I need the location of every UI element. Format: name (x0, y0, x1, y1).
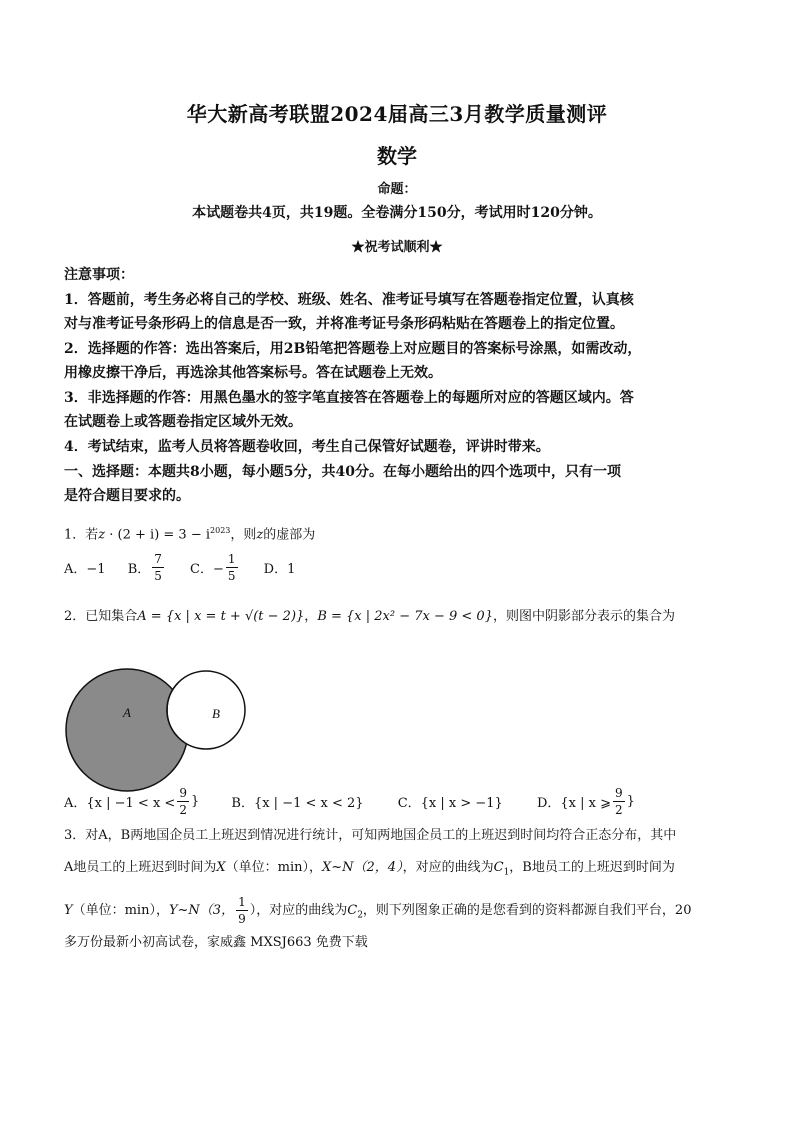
q2-option-b[interactable]: B．{x | −1 < x < 2} (231, 796, 364, 811)
q3-text: （单位：min）， (72, 903, 169, 918)
set-a-circle (66, 669, 188, 791)
q3-text: A地员工的上班迟到时间为 (64, 860, 217, 875)
fraction (152, 553, 164, 582)
fraction-denominator: 2 (614, 803, 623, 817)
question-3-line-4: 多万份最新小初高试卷，家威鑫 MXSJ663 免费下载 (64, 935, 368, 950)
question-1-number: 1．若 (64, 527, 99, 543)
set-b-definition: B = {x | 2x² − 7x − 9 < 0} (317, 609, 493, 624)
section-1-heading-line-2: 是符合题目要求的。 (64, 488, 190, 504)
notes-heading: 注意事项： (64, 267, 134, 283)
q2-option-a-text: A．{x | −1 < x < (64, 796, 176, 811)
question-1-choices (64, 553, 295, 582)
set-a-label: A (123, 705, 131, 720)
question-1-text: ，则 (230, 527, 257, 543)
question-1-stem (64, 521, 734, 545)
fraction (236, 896, 248, 925)
q2-option-d[interactable] (537, 787, 635, 816)
variable-x: X (216, 860, 226, 875)
fraction-denominator: 9 (238, 912, 246, 926)
fraction (226, 553, 238, 582)
question-3-line-2 (64, 858, 734, 883)
fraction-numerator: 9 (179, 786, 187, 800)
question-1-equation: · (2 + i) = 3 − i (105, 527, 211, 543)
note-1-line-2: 对与准考证号条形码上的信息是否一致，并将准考证号条形码粘贴在答题卷上的指定位置。 (64, 316, 624, 332)
q3-text: ，则下列图象正确的是您看到的资料都源自我们平台，20 (362, 903, 692, 918)
note-1-line-1: 1．答题前，考生务必将自己的学校、班级、姓名、准考证号填写在答题卷指定位置，认真核 (64, 292, 634, 308)
q1-option-b[interactable] (128, 553, 166, 582)
variable-z: z (256, 527, 264, 543)
fraction (613, 787, 625, 816)
question-2-stem (64, 607, 734, 627)
variable-y: Y (64, 903, 73, 918)
exam-info-line: 本试题卷共4页，共19题。全卷满分150分，考试用时120分钟。 (192, 205, 602, 221)
q1-option-d[interactable]: D．1 (263, 562, 296, 577)
question-3-line-3 (64, 896, 734, 930)
q3-text: ），对应的曲线为 (249, 903, 348, 918)
note-3-line-2: 在试题卷上或答题卷指定区域外无效。 (64, 414, 302, 430)
question-1-text-end: 的虚部为 (263, 527, 316, 543)
q2-option-d-text: D．{x | x ⩾ (536, 796, 611, 811)
set-b-label: B (212, 706, 220, 721)
good-luck-line: ★祝考试顺利★ (351, 240, 443, 255)
x-distribution: X~N（2，4） (322, 860, 403, 875)
question-3-line-1: 3．对A，B两地国企员工上班迟到情况进行统计，可知两地国企员工的上班迟到时间均符合正态分布，其中 (64, 828, 677, 843)
q3-text: ，对应的曲线为 (402, 860, 494, 875)
q1-option-a[interactable]: A．−1 (64, 562, 106, 577)
exam-title: 华大新高考联盟2024届高三3月教学质量测评 (186, 102, 608, 126)
question-2-text-end: ，则图中阴影部分表示的集合为 (492, 609, 675, 624)
y-distribution: Y~N（3， (168, 903, 235, 918)
curve-c2: C (347, 903, 358, 918)
q2-option-d-close: } (626, 794, 635, 809)
fraction-denominator: 5 (154, 569, 162, 583)
q3-text: （单位：min）， (225, 860, 323, 875)
curve-c1: C (493, 860, 504, 875)
fraction-numerator: 7 (154, 552, 162, 566)
fraction (177, 787, 189, 816)
q2-option-a[interactable] (64, 787, 199, 816)
author-line: 命题： (377, 182, 417, 197)
q2-option-a-close: } (190, 794, 200, 809)
set-b-circle (167, 671, 245, 749)
fraction-denominator: 5 (227, 569, 236, 583)
q1-option-c[interactable] (190, 553, 239, 582)
venn-diagram (60, 668, 250, 793)
q2-option-c[interactable]: C．{x | x > −1} (397, 796, 503, 811)
fraction-numerator: 1 (227, 552, 236, 566)
note-4-line: 4．考试结束，监考人员将答题卷收回，考生自己保管好试题卷，评讲时带来。 (64, 439, 550, 455)
separator: ， (304, 609, 318, 624)
subscript: 1 (503, 867, 510, 878)
q1-option-b-label: B． (127, 562, 151, 577)
variable-z: z (98, 527, 106, 543)
subscript: 2 (357, 910, 363, 921)
question-2-choices (64, 787, 635, 816)
exam-subject: 数学 (377, 144, 417, 168)
section-1-heading-line-1: 一、选择题：本题共8小题，每小题5分，共40分。在每小题给出的四个选项中，只有一项 (64, 464, 621, 480)
note-3-line-1: 3．非选择题的作答：用黑色墨水的签字笔直接答在答题卷上的每题所对应的答题区域内。答 (64, 390, 634, 406)
q3-text: ，B地员工的上班迟到时间为 (509, 860, 675, 875)
exponent: 2023 (210, 526, 231, 535)
fraction-numerator: 9 (614, 786, 623, 800)
fraction-numerator: 1 (238, 895, 246, 909)
q1-option-c-label: C．− (190, 562, 224, 577)
set-a-definition: A = {x | x = t + √(t − 2)} (137, 609, 305, 624)
question-2-text: 2．已知集合 (64, 609, 138, 624)
fraction-denominator: 2 (179, 803, 187, 817)
note-2-line-1: 2．选择题的作答：选出答案后，用2B铅笔把答题卷上对应题目的答案标号涂黑，如需改动， (64, 341, 642, 357)
note-2-line-2: 用橡皮擦干净后，再选涂其他答案标号。答在试题卷上无效。 (64, 365, 442, 381)
